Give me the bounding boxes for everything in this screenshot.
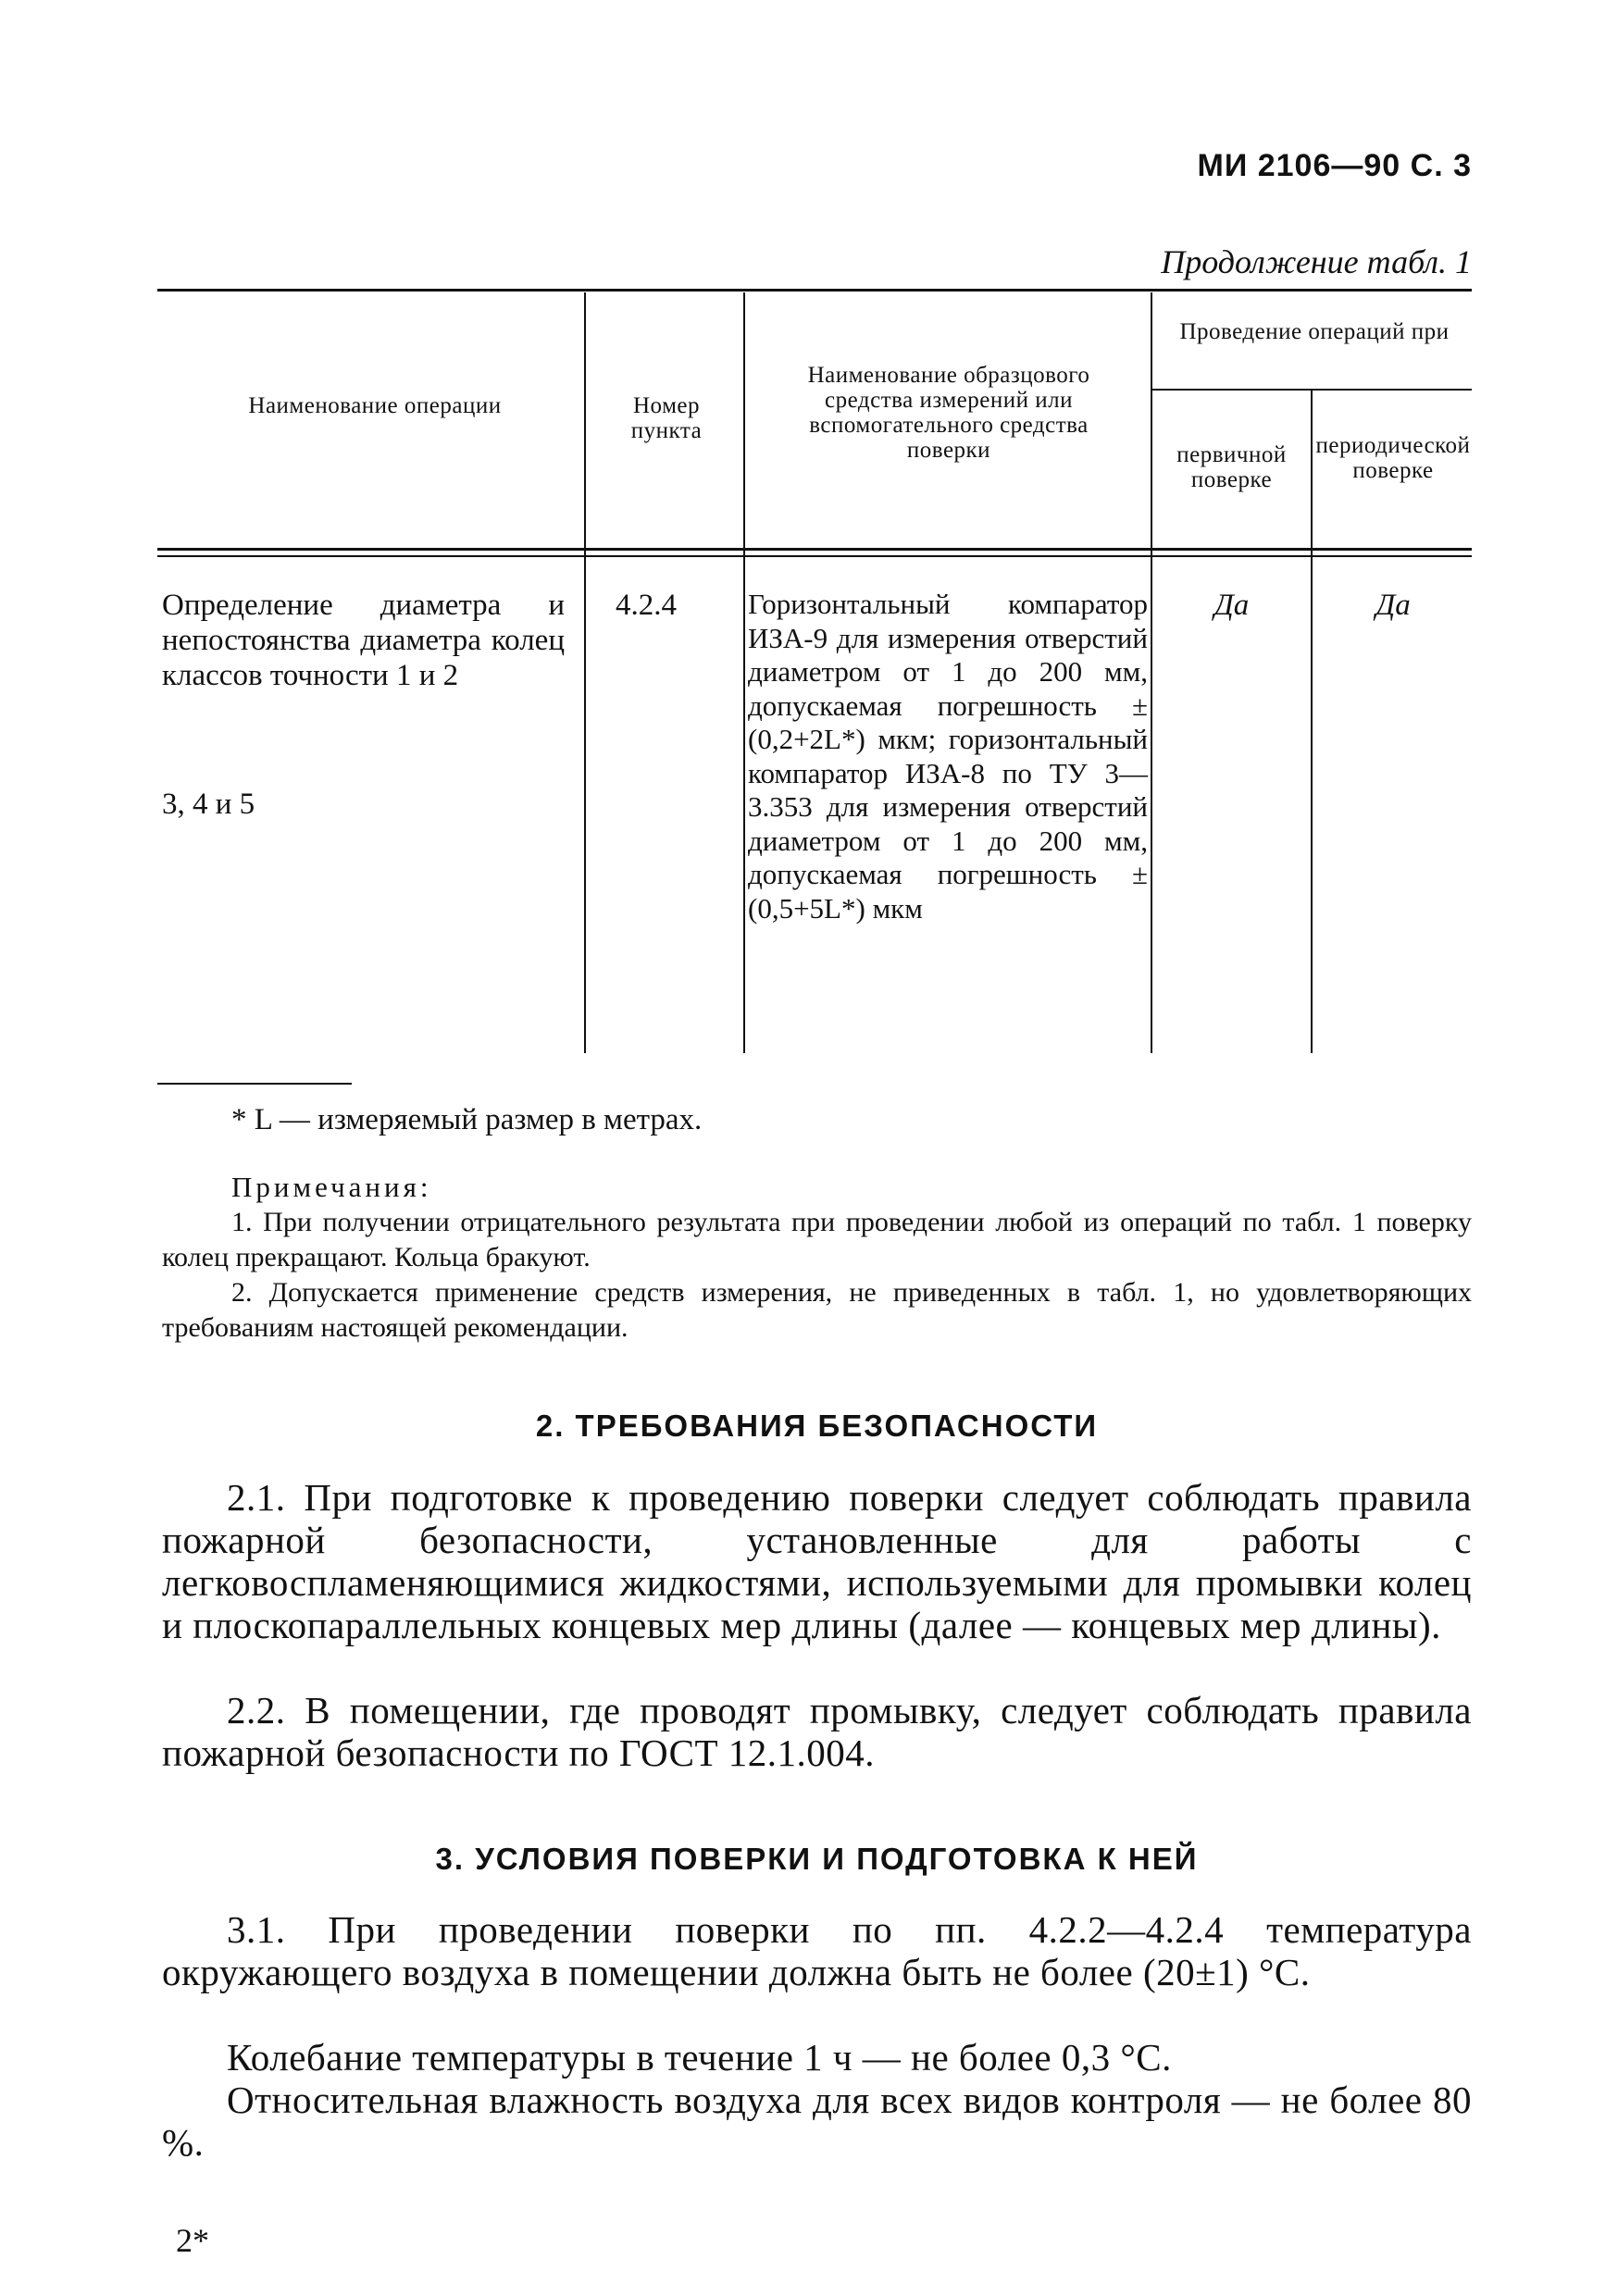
document-code: МИ 2106—90 С. 3 [1197, 148, 1472, 183]
note-1: 1. При получении отрицательного результата при проведении любой из операций по табл. 1 поверку колец прекращают. Кольца бракуют. [162, 1207, 1472, 1272]
row-item-number: 4.2.4 [616, 589, 677, 622]
table-col-rule-4 [1311, 391, 1313, 1053]
row-operation: Определение диаметра и непостоянства диаметра колец классов точности 1 и 2 [162, 589, 565, 692]
section-2-title: 2. ТРЕБОВАНИЯ БЕЗОПАСНОСТИ [535, 1409, 1099, 1443]
section-3-paragraph-1: 3.1. При проведении поверки по пп. 4.2.2—4.2.4 температура окружающего воздуха в помещении должна быть не более (20±1) °С. [162, 1908, 1472, 1993]
note-2: 2. Допускается применение средств измерения, не приведенных в табл. 1, но удовлетворяющих требованиям настоящей рекомендации. [162, 1277, 1472, 1343]
section-2-paragraph-1: 2.1. При подготовке к проведению поверки следует соблюдать правила пожарной безопасности, установленные для работы с легковоспламеняющимися жидкостями, используемыми для промывки колец и плоскопараллельных концевых мер длины (далее — концевых мер длины). [162, 1476, 1472, 1646]
section-2-paragraph-2: 2.2. В помещении, где проводят промывку, следует соблюдать правила пожарной безопасности по ГОСТ 12.1.004. [162, 1689, 1472, 1774]
table-continuation-title: Продолжение табл. 1 [1161, 243, 1472, 280]
section-3-paragraph-3: Относительная влажность воздуха для всех видов контроля — не более 80 %. [162, 2079, 1472, 2164]
header-primary: первичной поверке [1176, 442, 1287, 492]
notes-title: Примечания: [231, 1171, 432, 1203]
row-primary: Да [1214, 589, 1250, 622]
table-col-rule-2 [743, 292, 745, 1053]
section-3-title: 3. УСЛОВИЯ ПОВЕРКИ И ПОДГОТОВКА К НЕЙ [435, 1842, 1199, 1876]
footnote: * L — измеряемый размер в метрах. [231, 1103, 703, 1136]
row-instrument: Горизонтальный компаратор ИЗА-9 для измерения отверстий диаметром от 1 до 200 мм, допускаемая погрешность ±(0,2+2L*) мкм; горизонтальный компаратор ИЗА-8 по ТУ 3—3.353 для измерения отверстий диаметром от 1 до 200 мм, допускаемая погрешность ±(0,5+5L*) мкм [748, 588, 1148, 925]
header-operation: Наименование операции [248, 393, 502, 418]
header-item-number: Номер пункта [630, 393, 703, 443]
table-top-rule [157, 289, 1472, 292]
header-periodic: периодической поверке [1315, 433, 1471, 483]
table-header-rule-2 [157, 555, 1472, 557]
footnote-rule [157, 1083, 352, 1085]
header-instrument: Наименование образцового средства измерений или вспомогательного средства поверки [807, 363, 1090, 463]
row-operation-classes: 3, 4 и 5 [162, 788, 255, 821]
section-3-paragraph-2: Колебание температуры в течение 1 ч — не более 0,3 °С. [227, 2036, 1172, 2079]
header-conduct: Проведение операций при [1179, 319, 1450, 344]
table-col-rule-3 [1151, 292, 1152, 1053]
row-periodic: Да [1375, 589, 1411, 622]
table-col-rule-1 [584, 292, 586, 1053]
page-number: 2* [176, 2222, 209, 2259]
table-header-rule [157, 548, 1472, 551]
